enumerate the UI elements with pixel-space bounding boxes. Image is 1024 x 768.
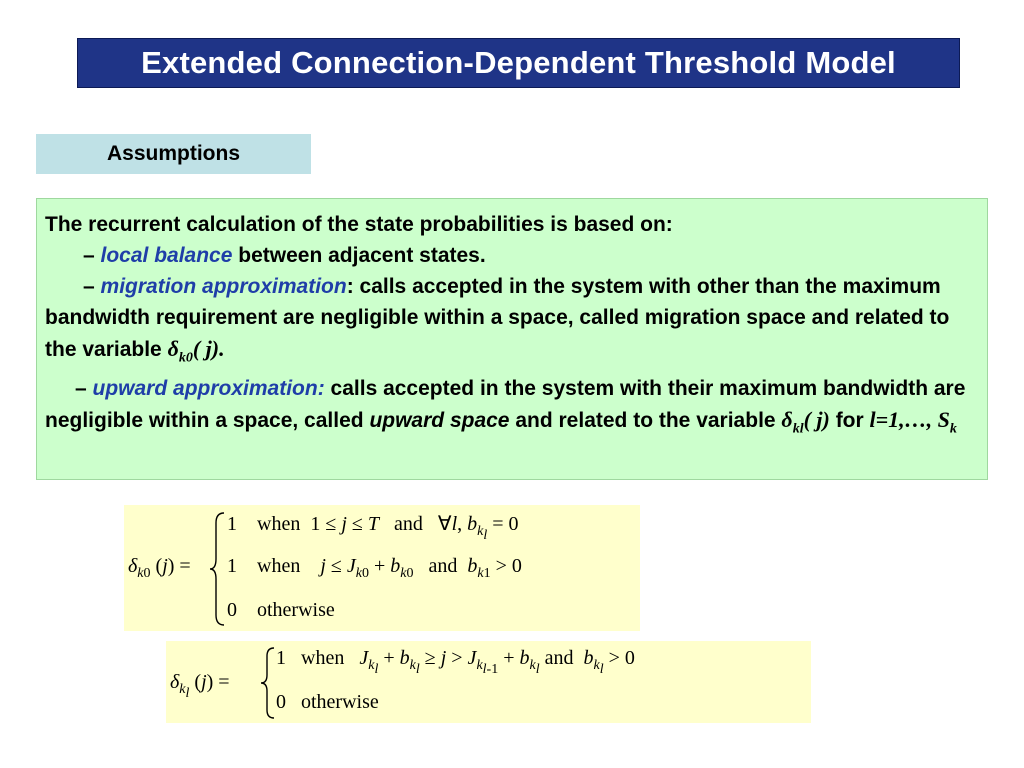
upward-space-term: upward space [369,409,510,433]
left-brace-icon [208,509,228,629]
delta-k0-case3: 0 otherwise [227,599,335,621]
delta-k0-formula [124,505,640,631]
delta-k0-lhs: $\delta_{k0}$ (j) = [128,555,191,581]
delta-kl-formula [166,641,811,723]
left-brace-icon [258,645,278,721]
delta-kl-case2: 0 otherwise [276,691,379,713]
migration-approximation-item: – migration approximation: calls accepted in the system with other than the maximum bandwidth requirement are negligible within a space, called migration space and related to the variable $\delta_{k0}$( j). [45,275,950,366]
assumptions-label [36,134,311,174]
delta-kl-variable: $\delta_{kl}$( j) [781,407,830,437]
delta-kl-case1: 1 when $J_{k_l} + b_{k_l} \ge j > J_{k_{l-1}} + b_{k_l}$ and $b_{k_l} > 0$ [276,647,635,677]
local-balance-keyword: local balance [100,244,233,267]
upward-approximation-keyword: upward approximation [92,377,318,401]
delta-k0-case2: 1 when $j \le J_{k0} + b_{k0}$ and $b_{k1} > 0$ [227,555,522,581]
delta-k0-variable: $\delta_{k0}$( j). [167,336,225,366]
upward-approximation-item: – upward approximation: calls accepted in the system with their maximum bandwidth are negligible within a space, called upward space and related to the variable $\delta_{kl}$( j) for l=1,…, $S_k$ [45,377,966,437]
slide-title: Extended Connection-Dependent Threshold Model [141,45,896,80]
intro-line: The recurrent calculation of the state probabilities is based on: [45,213,673,236]
local-balance-item: – local balance between adjacent states. [83,244,486,267]
delta-k0-case1: 1 when 1 ≤ j ≤ T and ∀l, $b_{k_l} = 0$ [227,513,519,543]
l-range: l=1,…, $S_k$ [869,407,957,437]
assumptions-text-box [36,198,988,480]
delta-kl-lhs: $\delta_{k_l}$ (j) = [170,671,230,701]
assumptions-label-text: Assumptions [106,142,240,165]
migration-approximation-keyword: migration approximation [100,275,347,298]
slide-title-bar [77,38,960,88]
